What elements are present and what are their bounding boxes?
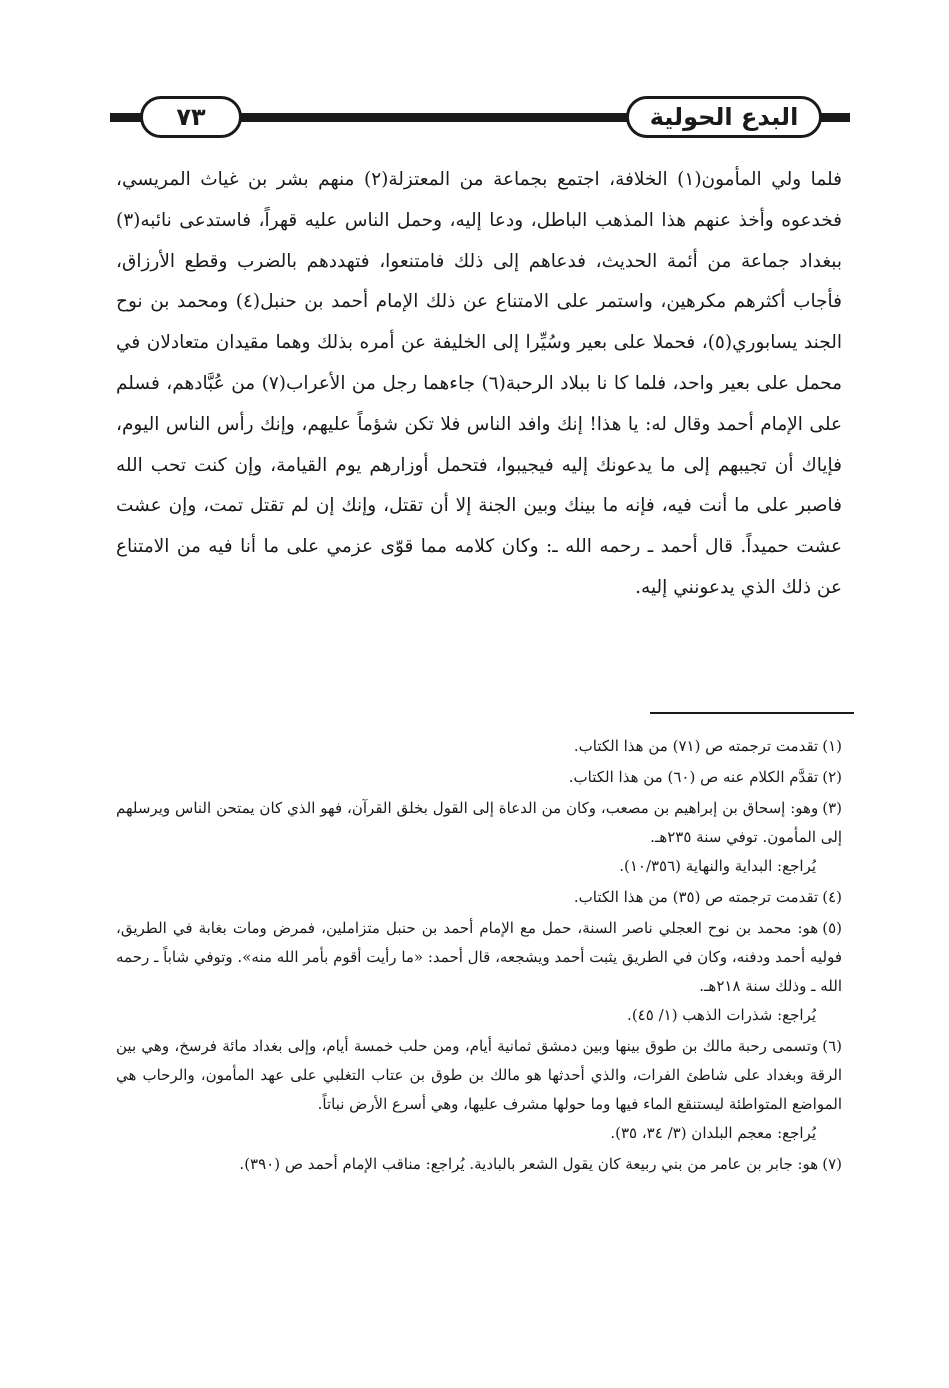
body-paragraph: فلما ولي المأمون(١) الخلافة، اجتمع بجماعة من المعتزلة(٢) منهم بشر بن غياث المريسي، فخدعوه وأخذ عنهم هذا المذهب الباطل، ودعا إليه، وحمل الناس عليه قهراً، فاستدعى نائبه(٣) ببغداد جماعة من أئمة الحديث، فدعاهم إلى ذلك فامتنعوا، فتهددهم بالضرب وقطع الأرزاق، فأجاب أكثرهم مكرهين، واستمر على الامتناع عن ذلك الإمام أحمد بن حنبل(٤) ومحمد بن نوح الجند يسابوري(٥)، فحملا على بعير وسُيِّرا إلى الخليفة عن أمره بذلك وهما مقيدان متعادلان في محمل على بعير واحد، فلما كا نا ببلاد الرحبة(٦) جاءهما رجل من الأعراب(٧) من عُبَّادهم، فسلم على الإمام أحمد وقال له: يا هذا! إنك وافد الناس فلا تكن شؤماً عليهم، وإنك رأس الناس اليوم، فإياك أن تجيبهم إلى ما يدعونك إليه فيجيبوا، فتحمل أوزارهم يوم القيامة، وإن كنت تحب الله فاصبر على ما أنت فيه، فإنه ما بينك وبين الجنة إلا أن تقتل، وإنك إن لم تقتل تمت، وإن عشت عشت حميداً. قال أحمد ـ رحمه الله ـ: وكان كلامه مما قوّى عزمي على ما أنا فيه من الامتناع عن ذلك الذي يدعونني إليه. bbox=[116, 169, 843, 598]
footnote-2 bbox=[116, 763, 842, 792]
footnote-separator bbox=[650, 712, 854, 714]
footnote-number: (٣) bbox=[822, 799, 842, 817]
footnote-text: هو: جابر بن عامر من بني ربيعة كان يقول الشعر بالبادية. يُراجع: مناقب الإمام أحمد ص (٣٩٠). bbox=[239, 1155, 819, 1173]
footnote-6 bbox=[116, 1032, 842, 1148]
footnote-text: تقدَّم الكلام عنه ص (٦٠) من هذا الكتاب. bbox=[568, 768, 819, 786]
footnote-number: (٥) bbox=[822, 919, 842, 937]
footnote-1 bbox=[116, 732, 842, 761]
footnotes bbox=[116, 732, 842, 1181]
page-number-badge bbox=[140, 96, 242, 138]
main-text bbox=[116, 160, 842, 609]
footnote-4 bbox=[116, 883, 842, 912]
footnote-text: هو: محمد بن نوح العجلي ناصر السنة، حمل مع الإمام أحمد بن حنبل متزاملين، فمرض ومات بغابة في الطريق، فوليه أحمد ودفنه، وكان في الطريق يثبت أحمد ويشجعه، قال أحمد: «ما رأيت أقوم بأمر الله منه». وتوفي شاباً ـ رحمه الله ـ وذلك سنة ٢١٨هـ. bbox=[116, 919, 842, 995]
footnote-3 bbox=[116, 794, 842, 881]
footnote-reference: يُراجع: البداية والنهاية (١٠/٣٥٦). bbox=[619, 857, 816, 875]
footnote-reference: يُراجع: معجم البلدان (٣/ ٣٤، ٣٥). bbox=[610, 1124, 816, 1142]
page-header bbox=[110, 94, 850, 144]
running-title-badge bbox=[626, 96, 822, 138]
footnote-number: (٤) bbox=[822, 888, 842, 906]
footnote-number: (٢) bbox=[822, 768, 842, 786]
footnote-7 bbox=[116, 1150, 842, 1179]
footnote-text: تقدمت ترجمته ص (٣٥) من هذا الكتاب. bbox=[573, 888, 819, 906]
footnote-number: (١) bbox=[822, 737, 842, 755]
footnote-5 bbox=[116, 914, 842, 1030]
footnote-number: (٧) bbox=[822, 1155, 842, 1173]
footnote-text: وهو: إسحاق بن إبراهيم بن مصعب، وكان من الدعاة إلى القول بخلق القرآن، فهو الذي كان يمتحن الناس ويرسلهم إلى المأمون. توفي سنة ٢٣٥هـ. bbox=[116, 799, 842, 846]
footnote-reference: يُراجع: شذرات الذهب (١/ ٤٥). bbox=[627, 1006, 816, 1024]
footnote-text: وتسمى رحبة مالك بن طوق بينها وبين دمشق ثمانية أيام، ومن حلب خمسة أيام، وإلى بغداد مائة فرسخ، وهي بين الرقة وبغداد على شاطئ الفرات، والذي أحدثها هو مالك بن طوق بن عتاب التغلبي على عهد المأمون، والرحاب هي المواضع المتواطئة ليستنقع الماء فيها وما حولها مشرف عليها، وهي أسرع الأرض نباتاً. bbox=[116, 1037, 842, 1113]
running-title: البدع الحولية bbox=[649, 103, 799, 131]
page-number: ٧٣ bbox=[176, 103, 206, 131]
footnote-text: تقدمت ترجمته ص (٧١) من هذا الكتاب. bbox=[573, 737, 819, 755]
footnote-number: (٦) bbox=[822, 1037, 842, 1055]
